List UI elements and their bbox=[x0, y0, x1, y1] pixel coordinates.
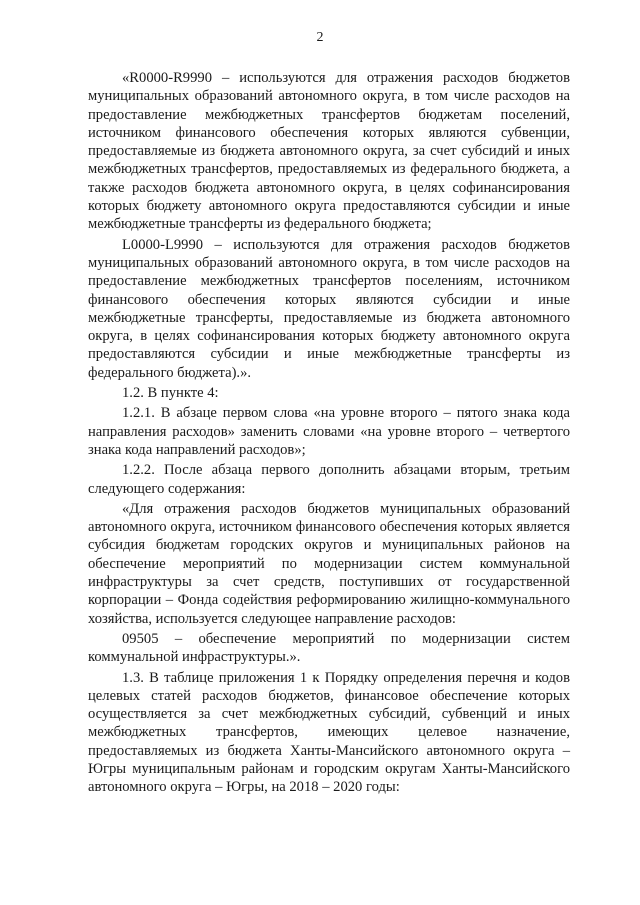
paragraph-r-codes: «R0000-R9990 – используются для отражения расходов бюджетов муниципальных образований автономного округа, в том числе расходов на предоставление межбюджетных трансфертов бюджетам поселений, источником финансового обеспечения которых являются субвенции, предоставляемые из бюджета автономного округа, за счет субсидий и иных межбюджетных трансфертов, предоставляемых из федерального бюджета, а также расходов бюджета автономного округа, в целях софинансирования которых бюджету автономного округа предоставляются субсидии и иные межбюджетные трансферты из федерального бюджета; bbox=[88, 70, 570, 233]
paragraph-item-1-2-1: 1.2.1. В абзаце первом слова «на уровне второго – пятого знака кода направления расходов» заменить словами «на уровне второго – четвертого знака кода направлений расходов»; bbox=[88, 405, 570, 458]
paragraph-item-1-3: 1.3. В таблице приложения 1 к Порядку определения перечня и кодов целевых статей расходов бюджетов, финансовое обеспечение которых осуществляется за счет межбюджетных субсидий, субвенций и иных межбюджетных трансфертов, имеющих целевое назначение, предоставляемых из бюджета Ханты-Мансийского автономного округа – Югры муниципальным районам и городским округам Ханты-Мансийского автономного округа – Югры, на 2018 – 2020 годы: bbox=[88, 669, 570, 796]
document-body bbox=[88, 69, 570, 797]
paragraph-item-1-2: 1.2. В пункте 4: bbox=[122, 385, 219, 402]
paragraph-l-codes: L0000-L9990 – используются для отражения расходов бюджетов муниципальных образований автономного округа, в том числе расходов на предоставление межбюджетных трансфертов поселениям, источником финансового обеспечения которых являются субсидии и иные межбюджетные трансферты, предоставляемые из бюджета автономного округа, в целях софинансирования которых бюджету автономного округа предоставляются субсидии и иные межбюджетные трансферты из федерального бюджета).». bbox=[88, 236, 570, 381]
paragraph-code-09505: 09505 – обеспечение мероприятий по модернизации систем коммунальной инфраструктуры.». bbox=[88, 630, 570, 666]
paragraph-quoted-addition: «Для отражения расходов бюджетов муниципальных образований автономного округа, источником финансового обеспечения которых является субсидия бюджетам городских округов и муниципальных районов на обеспечение мероприятий по модернизации систем коммунальной инфраструктуры за счет средств, поступивших от государственной корпорации – Фонда содействия реформированию жилищно-коммунального хозяйства, используется следующее направление расходов: bbox=[88, 500, 570, 627]
paragraph-item-1-2-2: 1.2.2. После абзаца первого дополнить абзацами вторым, третьим следующего содержания: bbox=[88, 462, 570, 497]
page-number: 2 bbox=[316, 30, 324, 45]
